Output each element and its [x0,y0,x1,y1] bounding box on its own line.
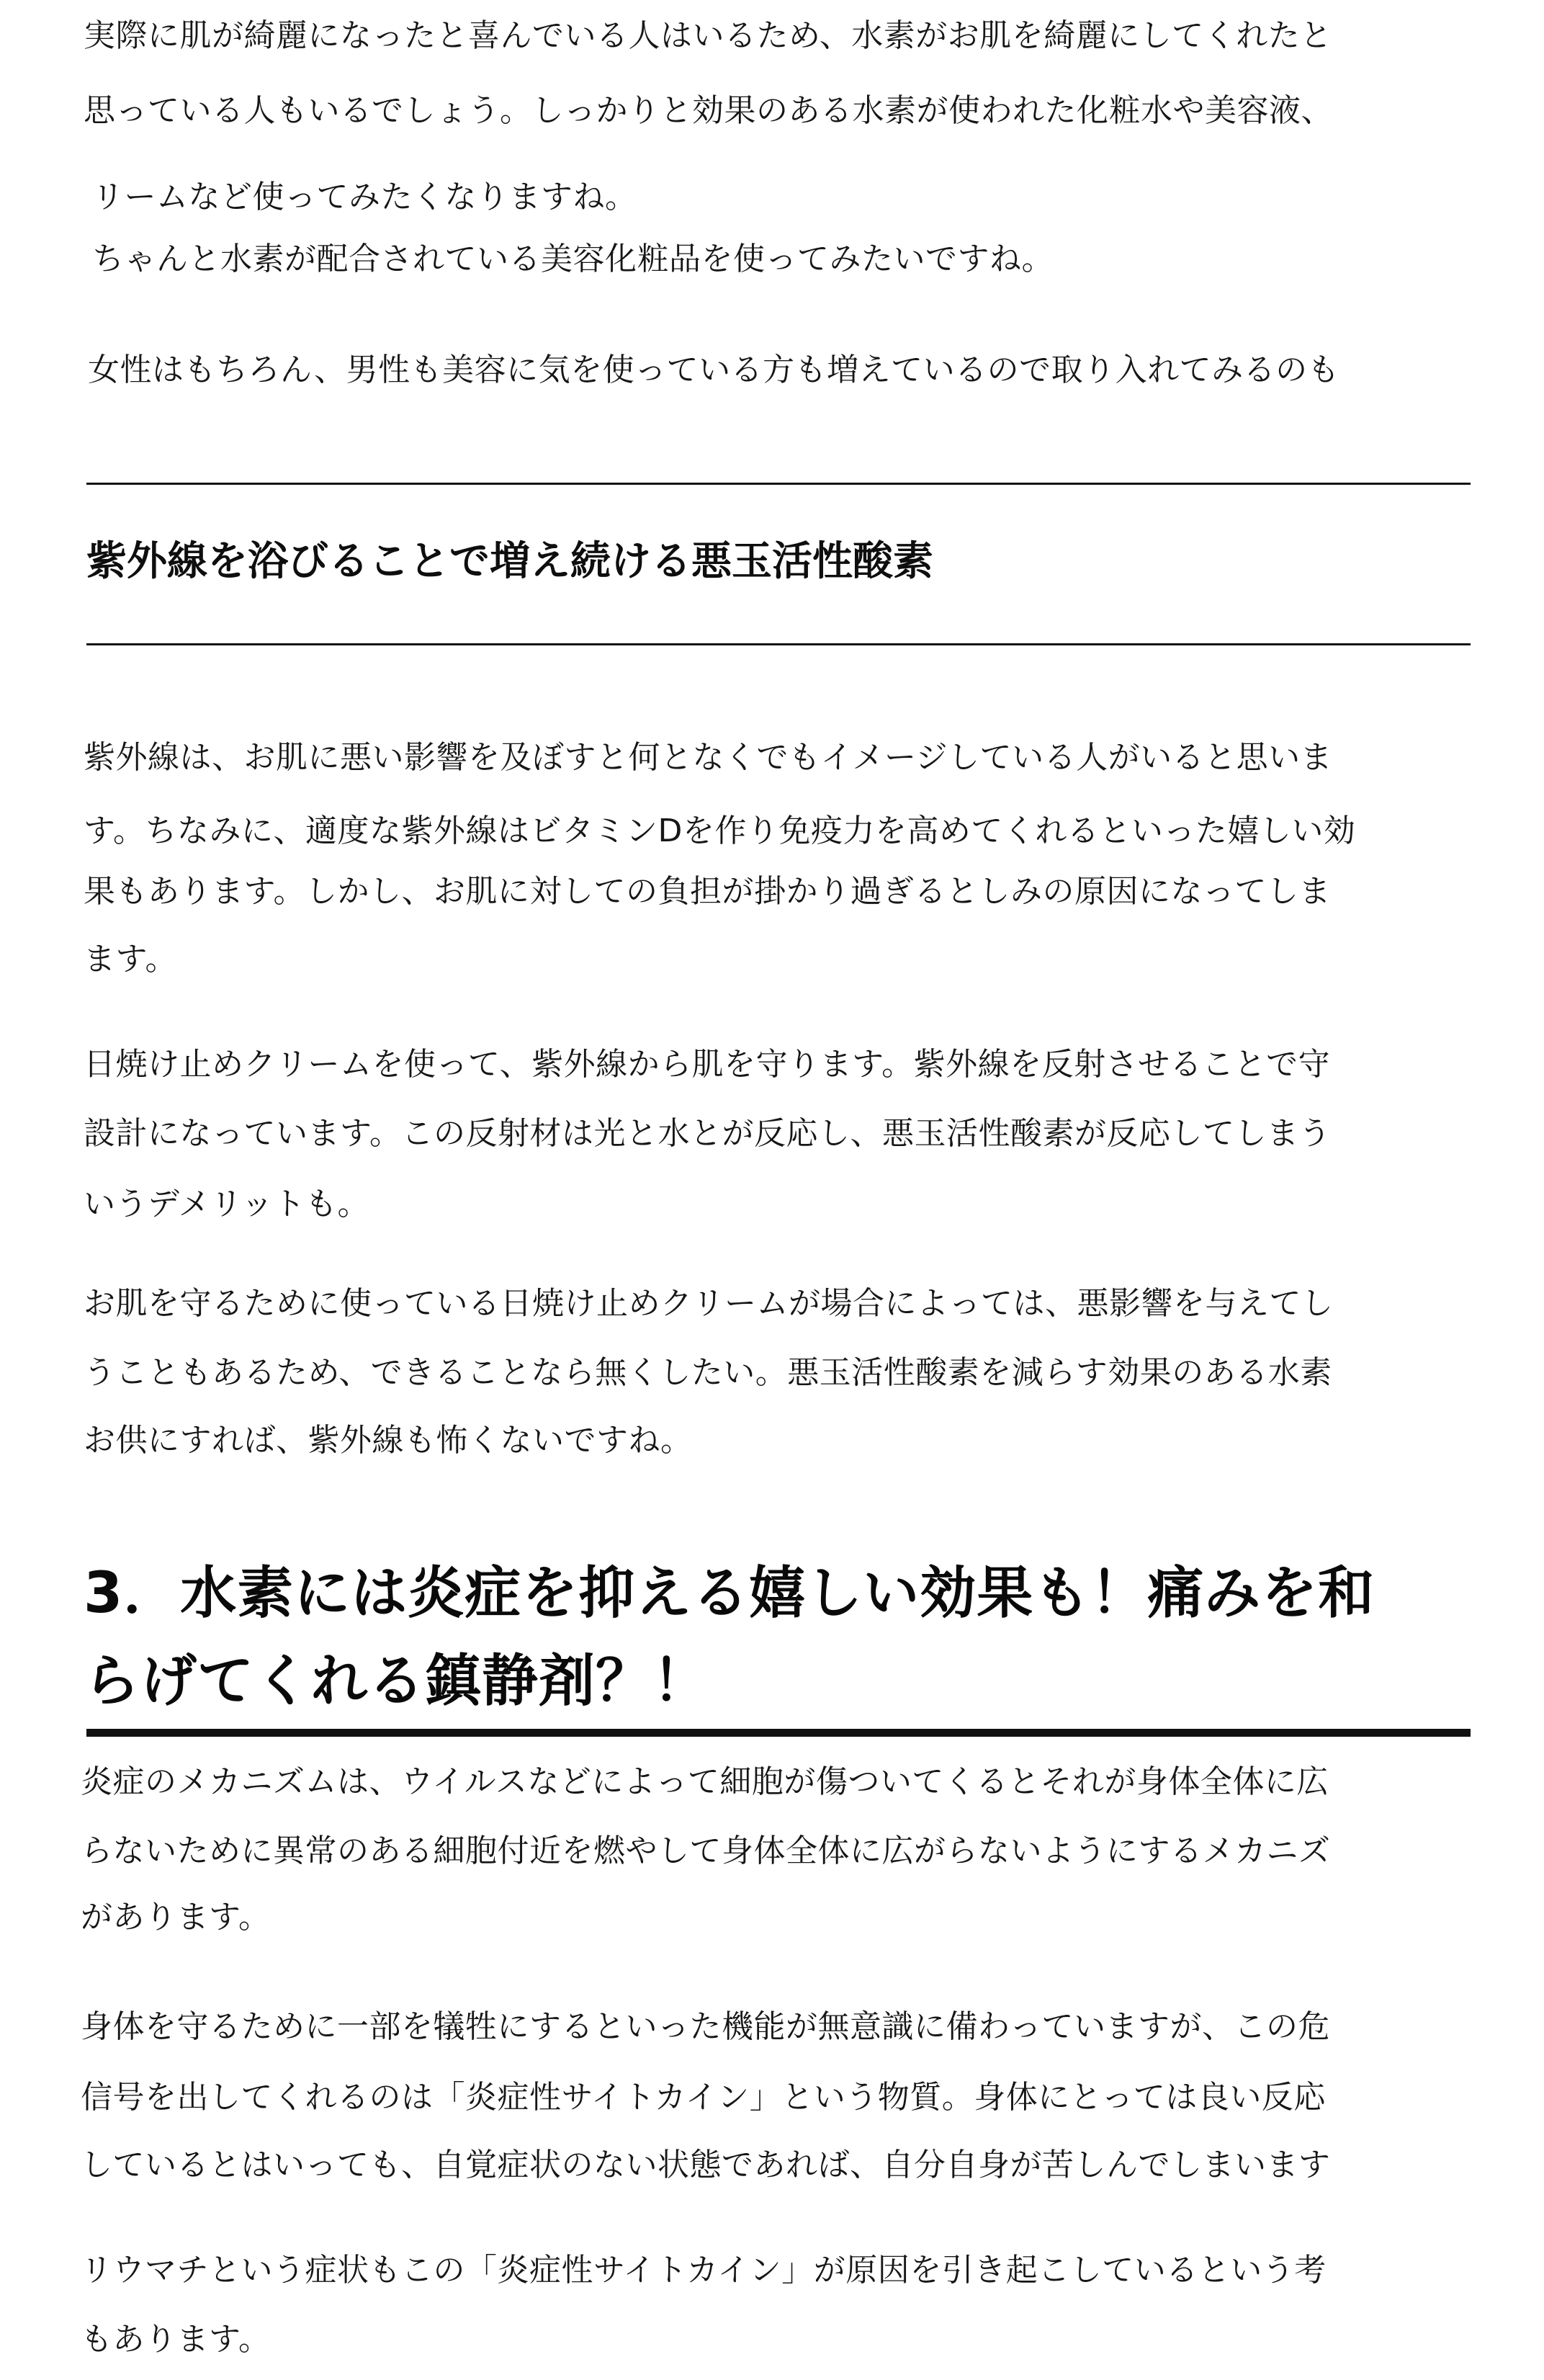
intro-line-3: リームなど使ってみたくなりますね。 [92,179,637,215]
s3-p2-line-3: しているとはいっても、自覚症状のない状態であれば、自分自身が苦しんでしまいます [81,2147,1331,2183]
uv-p1-line-4: ます。 [84,941,177,978]
section-uv-top-rule [86,483,1471,485]
s3-p3-line-1: リウマチという症状もこの「炎症性サイトカイン」が原因を引き起こしているという考 [81,2252,1327,2289]
uv-p2-line-2: 設計になっています。この反射材は光と水とが反応し、悪玉活性酸素が反応してしまう [84,1115,1331,1152]
section-3-heading-line-2: らげてくれる鎮静剤？！ [84,1649,710,1714]
intro-line-4: ちゃんと水素が配合されている美容化粧品を使ってみたいですね。 [92,241,1054,277]
uv-p3-line-1: お肌を守るために使っている日焼け止めクリームが場合によっては、悪影響を与えてし [84,1285,1334,1322]
s3-p1-line-3: があります。 [81,1899,271,1936]
s3-p1-line-2: らないために異常のある細胞付近を燃やして身体全体に広がらないようにするメカニズ [81,1833,1331,1869]
uv-p3-line-2: うこともあるため、できることなら無くしたい。悪玉活性酸素を減らす効果のある水素 [84,1354,1332,1391]
s3-p2-line-2: 信号を出してくれるのは「炎症性サイトカイン」という物質。身体にとっては良い反応 [81,2079,1326,2116]
s3-p2-line-1: 身体を守るために一部を犠牲にするといった機能が無意識に備わっていますが、この危 [81,2008,1331,2045]
uv-p1-line-1: 紫外線は、お肌に悪い影響を及ぼすと何となくでもイメージしている人がいると思いま [84,739,1333,776]
intro-line-1: 実際に肌が綺麗になったと喜んでいる人はいるため、水素がお肌を綺麗にしてくれたと [84,17,1332,54]
uv-p2-line-3: いうデメリットも。 [84,1186,369,1222]
section-uv-bottom-rule [86,643,1471,645]
uv-p1-line-3: 果もあります。しかし、お肌に対しての負担が掛かり過ぎるとしみの原因になってしま [84,873,1331,910]
uv-p3-line-3: お供にすれば、紫外線も怖くないですね。 [84,1422,693,1459]
section-3-heading-rule [86,1729,1471,1737]
section-3-heading-line-1: 3．水素には炎症を抑える嬉しい効果も！痛みを和 [84,1561,1375,1626]
uv-p2-line-1: 日焼け止めクリームを使って、紫外線から肌を守ります。紫外線を反射させることで守 [84,1046,1331,1083]
uv-p1-line-2: す。ちなみに、適度な紫外線はビタミンDを作り免疫力を高めてくれるといった嬉しい効 [84,813,1356,849]
section-uv-heading: 紫外線を浴びることで増え続ける悪玉活性酸素 [86,538,933,585]
s3-p1-line-1: 炎症のメカニズムは、ウイルスなどによって細胞が傷ついてくるとそれが身体全体に広 [81,1763,1329,1800]
intro-line-5: 女性はもちろん、男性も美容に気を使っている方も増えているので取り入れてみるのも [88,352,1340,388]
s3-p3-line-2: もあります。 [81,2321,271,2358]
intro-line-2: 思っている人もいるでしょう。しっかりと効果のある水素が使われた化粧水や美容液、 [84,92,1334,129]
